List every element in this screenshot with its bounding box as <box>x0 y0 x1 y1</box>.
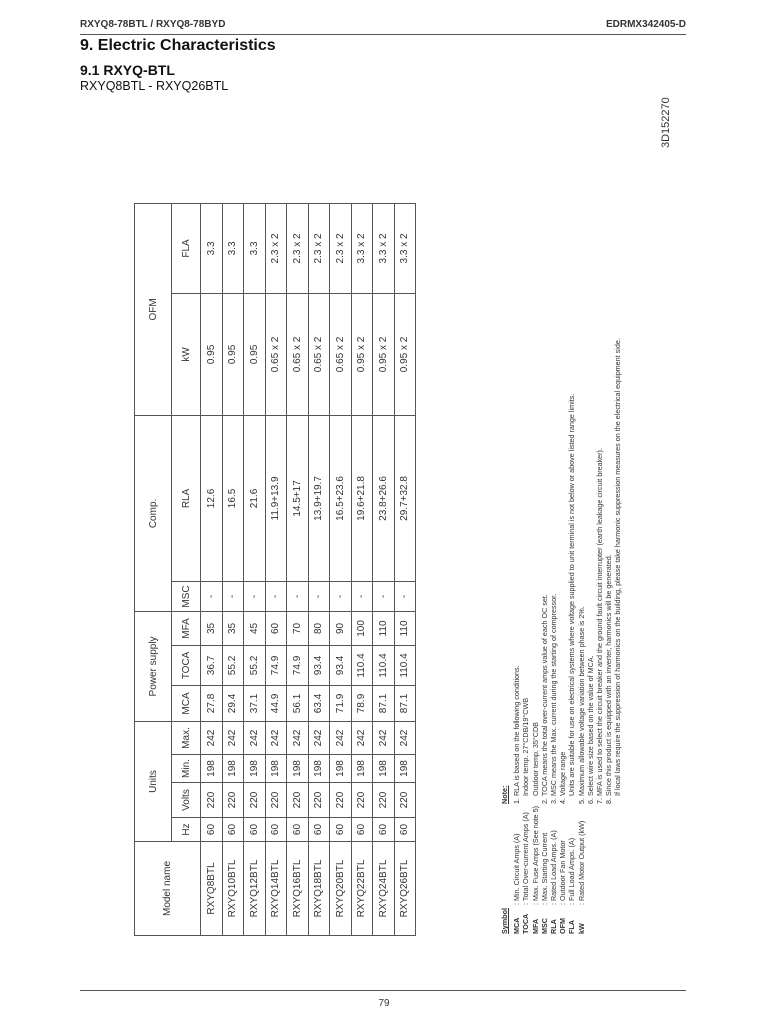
cell-msc: - <box>265 581 287 611</box>
cell-model: RXYQ20BTL <box>330 842 352 936</box>
cell-msc: - <box>351 581 373 611</box>
col-model-name: Model name <box>135 842 201 936</box>
header-model-range: RXYQ8-78BTL / RXYQ8-78BYD <box>80 19 226 30</box>
cell-toca: 74.9 <box>265 645 287 685</box>
table-row <box>265 203 287 935</box>
symbol-desc: : Full Load Amps. (A) <box>567 837 577 905</box>
cell-max: 242 <box>287 721 309 754</box>
cell-min: 198 <box>330 755 352 783</box>
symbol-title: Symbol <box>500 908 509 934</box>
cell-model: RXYQ16BTL <box>287 842 309 936</box>
cell-mca: 27.8 <box>201 685 223 721</box>
page-number: 79 <box>378 998 390 1009</box>
cell-mfa: 35 <box>222 611 244 645</box>
cell-hz: 60 <box>308 818 330 842</box>
cell-model: RXYQ18BTL <box>308 842 330 936</box>
cell-kw: 0.95 x 2 <box>351 293 373 415</box>
cell-min: 198 <box>222 755 244 783</box>
cell-msc: - <box>373 581 395 611</box>
cell-hz: 60 <box>351 818 373 842</box>
cell-rla: 16.5 <box>222 415 244 581</box>
cell-model: RXYQ14BTL <box>265 842 287 936</box>
drawing-number: 3D152270 <box>660 97 672 148</box>
symbol-item <box>512 803 521 934</box>
symbol-desc: : Min. Circuit Amps (A) <box>512 833 522 905</box>
cell-toca: 93.4 <box>330 645 352 685</box>
cell-mfa: 110 <box>394 611 416 645</box>
symbol-desc: : Rated Motor Output (kW) <box>576 820 586 905</box>
cell-max: 242 <box>222 721 244 754</box>
table-row <box>373 203 395 935</box>
cell-model: RXYQ12BTL <box>244 842 266 936</box>
symbol-key: TOCA <box>521 913 531 934</box>
col-min: Min. <box>172 755 201 783</box>
cell-max: 242 <box>351 721 373 754</box>
table-row <box>308 203 330 935</box>
cell-fla: 2.3 x 2 <box>308 203 330 293</box>
cell-min: 198 <box>351 755 373 783</box>
cell-mca: 71.9 <box>330 685 352 721</box>
cell-toca: 55.2 <box>222 645 244 685</box>
cell-toca: 110.4 <box>394 645 416 685</box>
table-row <box>394 203 416 935</box>
cell-mfa: 90 <box>330 611 352 645</box>
cell-mca: 44.9 <box>265 685 287 721</box>
cell-rla: 11.9+13.9 <box>265 415 287 581</box>
cell-fla: 3.3 x 2 <box>351 203 373 293</box>
electric-characteristics-table <box>134 203 416 936</box>
cell-rla: 21.6 <box>244 415 266 581</box>
notes-title: Note: <box>500 785 509 804</box>
cell-kw: 0.95 x 2 <box>394 293 416 415</box>
cell-mfa: 35 <box>201 611 223 645</box>
symbol-item <box>540 803 549 934</box>
cell-volts: 220 <box>287 783 309 818</box>
symbol-item <box>558 803 567 934</box>
note-line: 8. Since this product is equipped with an inverter, harmonics will be generated. <box>604 554 614 804</box>
col-hz: Hz <box>172 818 201 842</box>
note-line: 6. Select wire size based on the value of MCA. <box>585 655 595 804</box>
symbol-item <box>531 803 540 934</box>
cell-mca: 87.1 <box>394 685 416 721</box>
symbol-key: OFM <box>558 918 568 934</box>
symbol-list <box>512 803 586 934</box>
symbol-item <box>521 803 530 934</box>
table-row <box>244 203 266 935</box>
notes-list <box>512 338 622 804</box>
note-line: 7. MFA is used to select the circuit breaker and the ground fault circuit interrupter (earth leakage circuit breaker). <box>595 448 605 804</box>
col-mfa: MFA <box>172 611 201 645</box>
col-rla: RLA <box>172 415 201 581</box>
cell-fla: 3.3 <box>201 203 223 293</box>
cell-hz: 60 <box>222 818 244 842</box>
cell-fla: 3.3 <box>222 203 244 293</box>
symbol-desc: : Max. Starting Current <box>539 832 549 905</box>
cell-volts: 220 <box>394 783 416 818</box>
cell-fla: 3.3 x 2 <box>394 203 416 293</box>
cell-fla: 2.3 x 2 <box>265 203 287 293</box>
notes <box>500 338 623 804</box>
col-mca: MCA <box>172 685 201 721</box>
cell-mca: 56.1 <box>287 685 309 721</box>
cell-mca: 29.4 <box>222 685 244 721</box>
cell-rla: 16.5+23.6 <box>330 415 352 581</box>
cell-mfa: 110 <box>373 611 395 645</box>
symbol-key: MCA <box>512 917 522 934</box>
symbol-key: MFA <box>530 918 540 934</box>
cell-volts: 220 <box>244 783 266 818</box>
note-line: 3. MSC means the Max. current during the starting of compressor. <box>549 593 559 804</box>
cell-volts: 220 <box>201 783 223 818</box>
note-line: 5. Maximum allowable voltage variation between phase is 2%. <box>576 606 586 804</box>
rotated-content <box>0 24 768 1024</box>
cell-rla: 14.5+17 <box>287 415 309 581</box>
cell-min: 198 <box>394 755 416 783</box>
cell-hz: 60 <box>265 818 287 842</box>
cell-msc: - <box>244 581 266 611</box>
cell-min: 198 <box>373 755 395 783</box>
cell-rla: 29.7+32.8 <box>394 415 416 581</box>
table-row <box>287 203 309 935</box>
symbol-key: RLA <box>549 919 559 934</box>
cell-mfa: 100 <box>351 611 373 645</box>
cell-mfa: 45 <box>244 611 266 645</box>
cell-model: RXYQ24BTL <box>373 842 395 936</box>
cell-kw: 0.65 x 2 <box>265 293 287 415</box>
cell-mca: 37.1 <box>244 685 266 721</box>
cell-max: 242 <box>201 721 223 754</box>
col-toca: TOCA <box>172 645 201 685</box>
symbol-desc: : Max. Fuse Amps (See note 5) <box>530 805 540 905</box>
cell-mfa: 80 <box>308 611 330 645</box>
group-power-supply: Power supply <box>135 611 172 721</box>
cell-hz: 60 <box>287 818 309 842</box>
page-footer <box>80 990 686 991</box>
cell-msc: - <box>394 581 416 611</box>
symbol-item <box>549 803 558 934</box>
table-row <box>201 203 223 935</box>
cell-hz: 60 <box>373 818 395 842</box>
cell-kw: 0.95 <box>222 293 244 415</box>
cell-min: 198 <box>287 755 309 783</box>
cell-model: RXYQ26BTL <box>394 842 416 936</box>
symbol-key: MSC <box>539 918 549 934</box>
cell-rla: 12.6 <box>201 415 223 581</box>
note-line: 1. RLA is based on the following conditions. <box>512 665 522 804</box>
cell-max: 242 <box>373 721 395 754</box>
note-line: Units are suitable for use on electrical systems where voltage supplied to unit terminal is not below or above listed range limits. <box>567 393 577 804</box>
note-line: Outdoor temp. 35°CDB <box>530 722 540 804</box>
cell-kw: 0.95 <box>201 293 223 415</box>
note-line: 2. TOCA means the total over-current amps value of each OC set. <box>539 594 549 804</box>
symbol-key: FLA <box>567 920 577 934</box>
cell-msc: - <box>222 581 244 611</box>
cell-mfa: 60 <box>265 611 287 645</box>
cell-mca: 63.4 <box>308 685 330 721</box>
cell-toca: 110.4 <box>373 645 395 685</box>
models-range: RXYQ8BTL - RXYQ26BTL <box>80 79 229 93</box>
col-fla: FLA <box>172 203 201 293</box>
cell-toca: 74.9 <box>287 645 309 685</box>
cell-kw: 0.95 <box>244 293 266 415</box>
cell-hz: 60 <box>330 818 352 842</box>
cell-rla: 23.8+26.6 <box>373 415 395 581</box>
cell-volts: 220 <box>265 783 287 818</box>
col-volts: Volts <box>172 783 201 818</box>
cell-msc: - <box>308 581 330 611</box>
cell-max: 242 <box>330 721 352 754</box>
note-line: Indoor temp. 27°CDB/19°CWB <box>521 697 531 804</box>
cell-mca: 78.9 <box>351 685 373 721</box>
cell-max: 242 <box>244 721 266 754</box>
table-row <box>330 203 352 935</box>
symbol-legend <box>500 803 586 934</box>
cell-msc: - <box>330 581 352 611</box>
group-comp: Comp. <box>135 415 172 611</box>
cell-fla: 3.3 <box>244 203 266 293</box>
cell-hz: 60 <box>394 818 416 842</box>
cell-volts: 220 <box>308 783 330 818</box>
symbol-item <box>577 803 586 934</box>
cell-volts: 220 <box>330 783 352 818</box>
section-title: 9. Electric Characteristics <box>80 37 276 54</box>
cell-mca: 87.1 <box>373 685 395 721</box>
table-row <box>351 203 373 935</box>
cell-max: 242 <box>308 721 330 754</box>
cell-max: 242 <box>394 721 416 754</box>
cell-toca: 55.2 <box>244 645 266 685</box>
cell-model: RXYQ10BTL <box>222 842 244 936</box>
cell-max: 242 <box>265 721 287 754</box>
group-ofm: OFM <box>135 203 172 415</box>
cell-hz: 60 <box>244 818 266 842</box>
cell-volts: 220 <box>351 783 373 818</box>
cell-kw: 0.65 x 2 <box>287 293 309 415</box>
table-body <box>201 203 416 935</box>
cell-mfa: 70 <box>287 611 309 645</box>
note-line: 4. Voltage range <box>558 751 568 804</box>
subsection-title: 9.1 RXYQ-BTL <box>80 62 175 78</box>
symbol-desc: : Rated Load Amps. (A) <box>549 830 559 905</box>
cell-min: 198 <box>244 755 266 783</box>
cell-kw: 0.95 x 2 <box>373 293 395 415</box>
cell-kw: 0.65 x 2 <box>330 293 352 415</box>
col-msc: MSC <box>172 581 201 611</box>
symbol-item <box>567 803 576 934</box>
cell-msc: - <box>287 581 309 611</box>
cell-rla: 13.9+19.7 <box>308 415 330 581</box>
cell-fla: 2.3 x 2 <box>287 203 309 293</box>
cell-kw: 0.65 x 2 <box>308 293 330 415</box>
cell-toca: 93.4 <box>308 645 330 685</box>
cell-toca: 36.7 <box>201 645 223 685</box>
cell-rla: 19.6+21.8 <box>351 415 373 581</box>
cell-min: 198 <box>201 755 223 783</box>
cell-fla: 3.3 x 2 <box>373 203 395 293</box>
symbol-key: kW <box>576 923 586 934</box>
cell-fla: 2.3 x 2 <box>330 203 352 293</box>
note-line: If local laws require the suppression of harmonics on the building, please take harmonic suppression measures on the electrical equipment side. <box>613 338 623 804</box>
cell-hz: 60 <box>201 818 223 842</box>
col-max: Max. <box>172 721 201 754</box>
cell-toca: 110.4 <box>351 645 373 685</box>
cell-msc: - <box>201 581 223 611</box>
cell-model: RXYQ8BTL <box>201 842 223 936</box>
cell-volts: 220 <box>373 783 395 818</box>
group-units: Units <box>135 721 172 841</box>
table-row <box>222 203 244 935</box>
cell-min: 198 <box>308 755 330 783</box>
symbol-desc: : Total Over-current Amps (A) <box>521 812 531 905</box>
symbol-desc: : Outdoor Fan Motor <box>558 840 568 905</box>
col-kw: kW <box>172 293 201 415</box>
header-doc-code: EDRMX342405-D <box>605 19 686 30</box>
cell-volts: 220 <box>222 783 244 818</box>
cell-min: 198 <box>265 755 287 783</box>
cell-model: RXYQ22BTL <box>351 842 373 936</box>
